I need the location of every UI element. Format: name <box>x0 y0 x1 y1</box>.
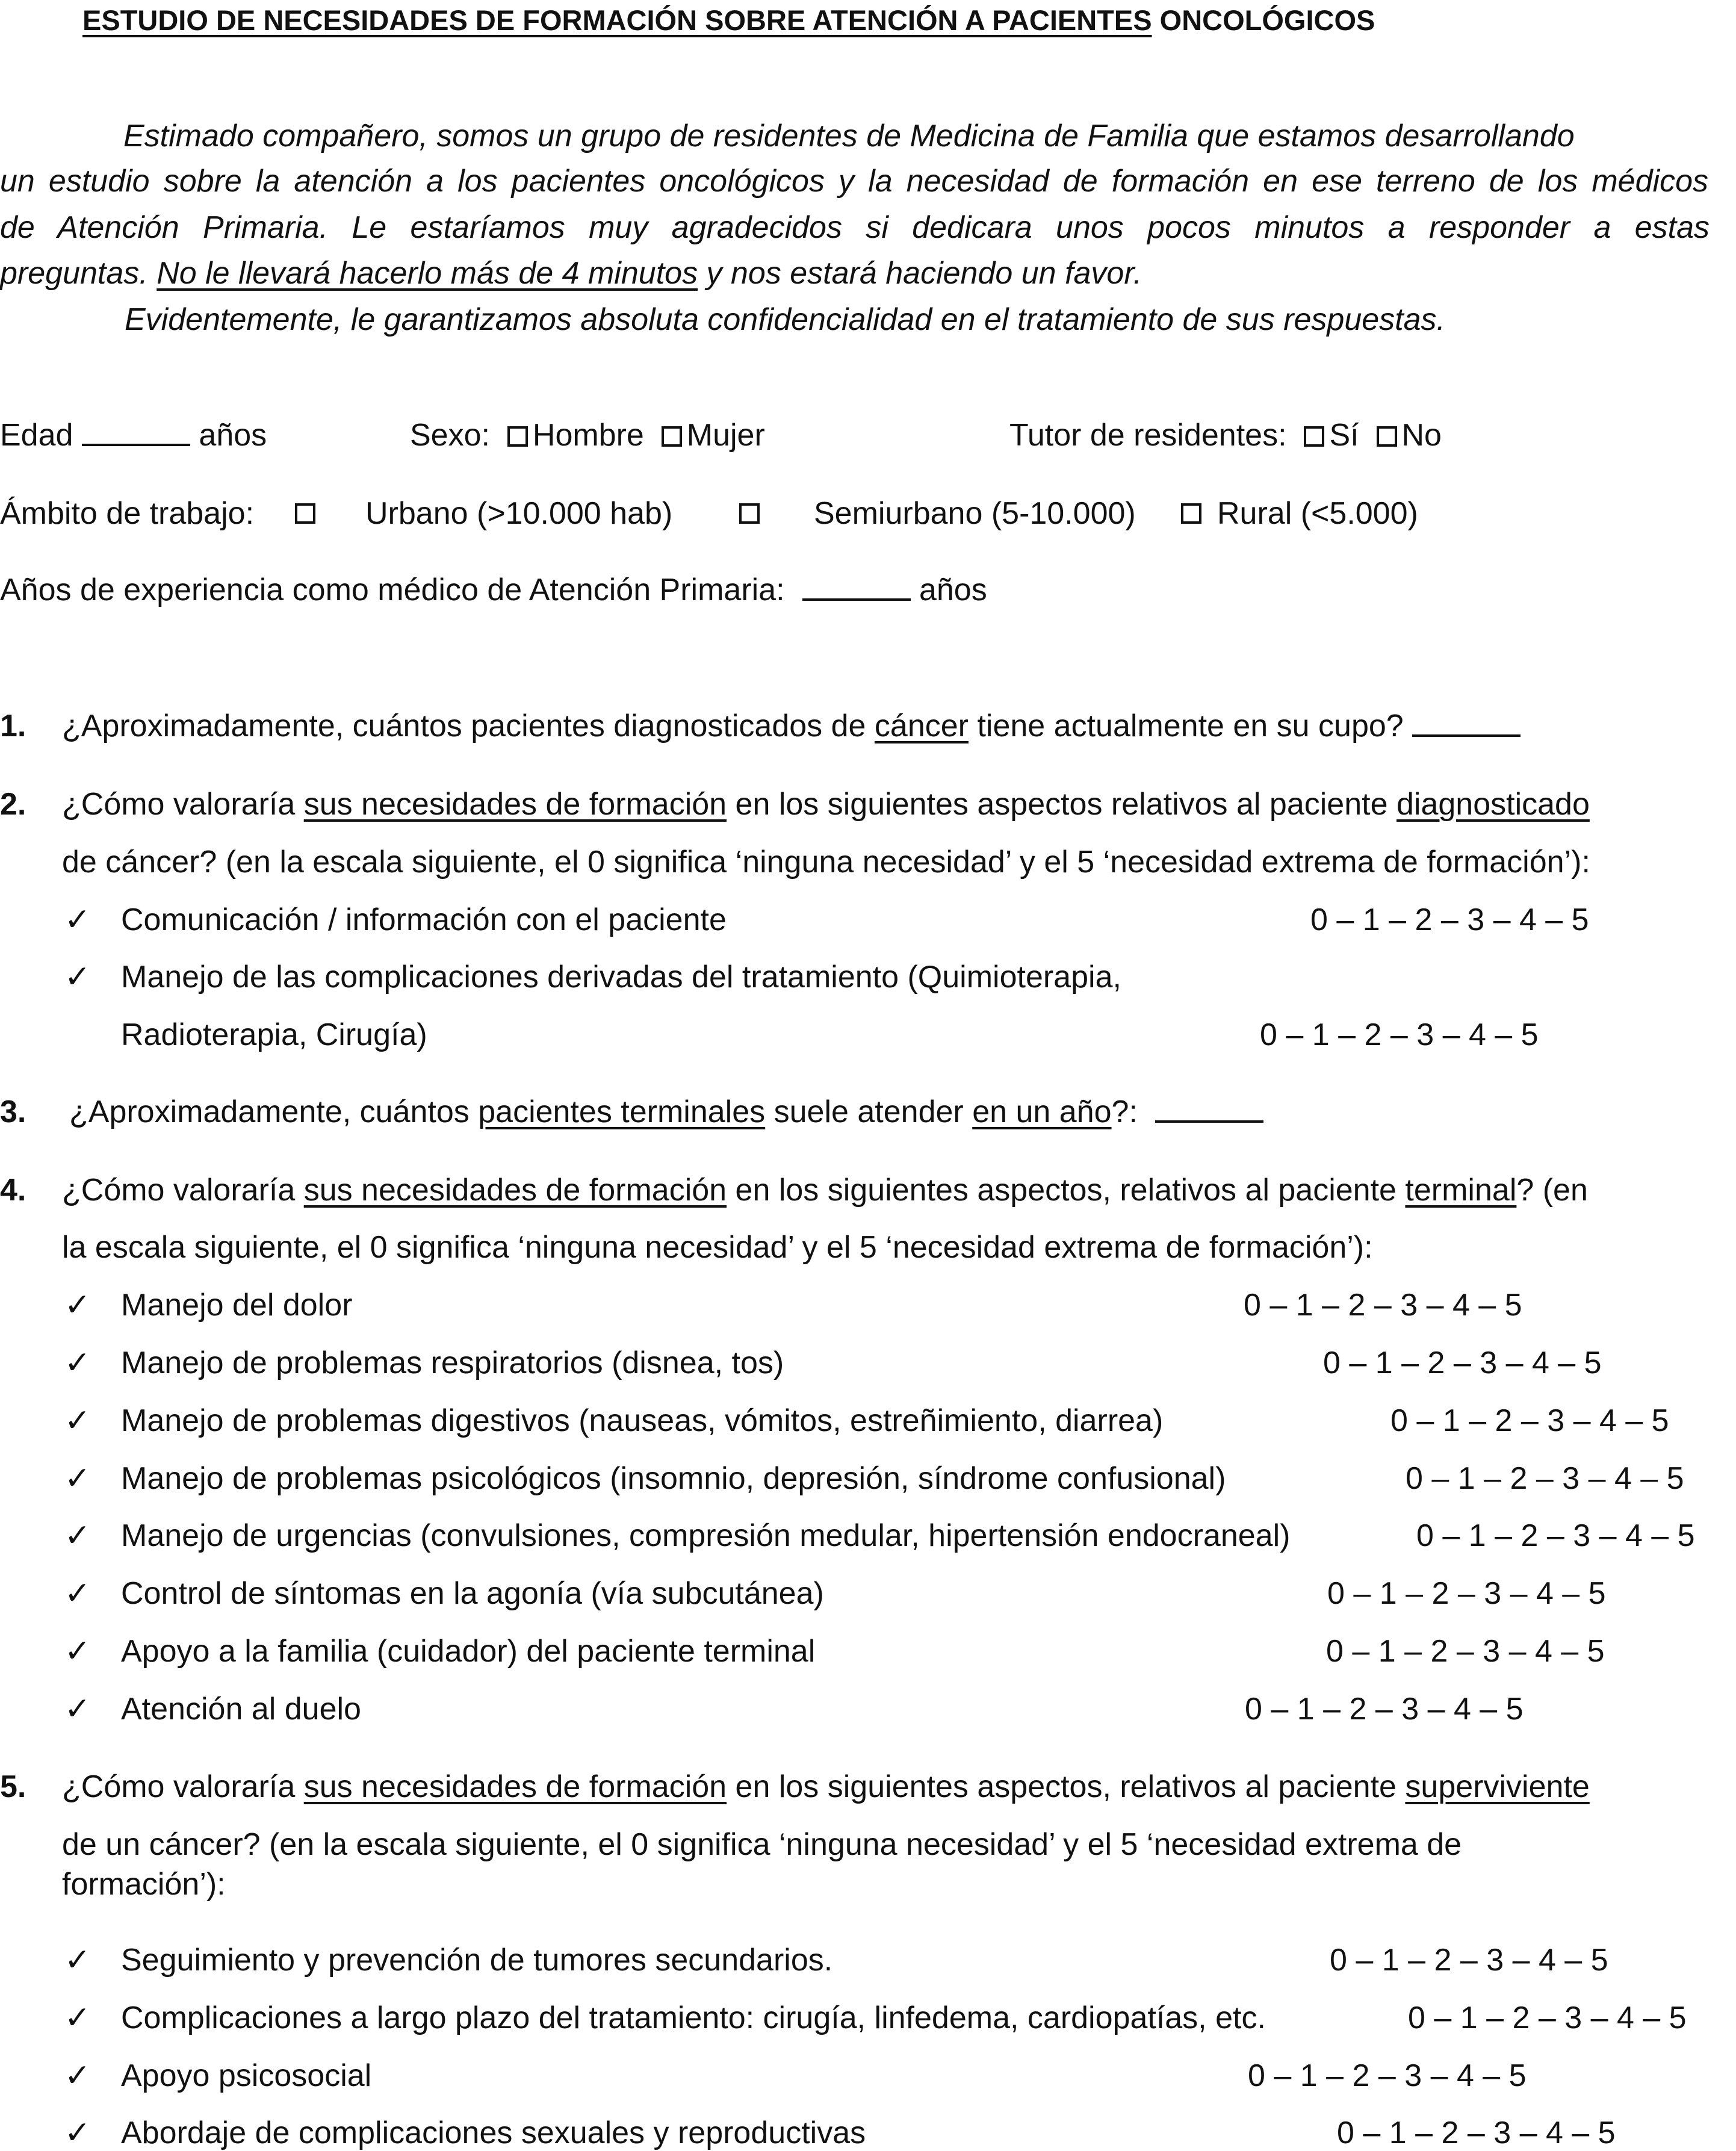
item-label: Manejo de problemas respiratorios (disnea, tos) <box>121 1346 784 1380</box>
rating-scale[interactable]: 0 – 1 – 2 – 3 – 4 – 5 <box>1337 2115 1616 2150</box>
item-label: Manejo de problemas psicológicos (insomnio, depresión, síndrome confusional) <box>121 1461 1226 1496</box>
rating-scale[interactable]: 0 – 1 – 2 – 3 – 4 – 5 <box>1260 1017 1539 1052</box>
rating-scale[interactable]: 0 – 1 – 2 – 3 – 4 – 5 <box>1248 2058 1527 2093</box>
question-number: 5. <box>0 1769 26 1804</box>
label: Sí <box>1329 418 1359 453</box>
intro-line: de Atención Primaria. Le estaríamos muy agradecidos si dedicara unos pocos minutos a responder a estas <box>0 210 1710 245</box>
item-label: Seguimiento y prevención de tumores secundarios. <box>121 1943 833 1978</box>
sex-field <box>410 417 765 453</box>
checkbox-semiurbano[interactable] <box>739 503 760 524</box>
text: en los siguientes aspectos, relativos al paciente <box>727 1769 1406 1804</box>
question-3 <box>69 1094 1263 1130</box>
question-1 <box>62 708 1521 744</box>
check-icon: ✓ <box>64 1576 91 1611</box>
underlined-text: sus necesidades de formación <box>303 1769 727 1804</box>
text: ¿Cómo valoraría <box>62 1173 304 1208</box>
item-label: Comunicación / información con el paciente <box>121 902 727 937</box>
check-icon: ✓ <box>64 960 91 995</box>
check-icon: ✓ <box>64 1634 91 1669</box>
rating-scale[interactable]: 0 – 1 – 2 – 3 – 4 – 5 <box>1406 1461 1684 1496</box>
underlined-text: diagnosticado <box>1396 787 1590 822</box>
tutor-field <box>1009 417 1442 453</box>
item-label: Abordaje de complicaciones sexuales y reproductivas <box>121 2115 866 2150</box>
question-5-line3: formación’): <box>62 1867 226 1902</box>
rating-scale[interactable]: 0 – 1 – 2 – 3 – 4 – 5 <box>1327 1576 1606 1611</box>
rating-scale[interactable]: 0 – 1 – 2 – 3 – 4 – 5 <box>1326 1634 1605 1669</box>
text: preguntas. <box>0 256 157 291</box>
rating-scale[interactable]: 0 – 1 – 2 – 3 – 4 – 5 <box>1244 1288 1522 1323</box>
label: años <box>919 573 987 607</box>
label: Años de experiencia como médico de Atención Primaria: <box>0 573 785 607</box>
check-icon: ✓ <box>64 1518 91 1553</box>
check-icon: ✓ <box>64 902 91 937</box>
question-5 <box>62 1769 1590 1805</box>
checkbox-no[interactable] <box>1377 426 1397 447</box>
rating-scale[interactable]: 0 – 1 – 2 – 3 – 4 – 5 <box>1323 1346 1602 1380</box>
label: No <box>1401 418 1442 453</box>
checkbox-hombre[interactable] <box>507 426 528 447</box>
age-blank[interactable] <box>82 417 190 446</box>
question-number: 2. <box>0 787 26 822</box>
item-label: Manejo del dolor <box>121 1288 353 1323</box>
underlined-text: en un año <box>972 1094 1112 1129</box>
title-underlined: ESTUDIO DE NECESIDADES DE FORMACIÓN SOBRE ATENCIÓN A PACIENTES <box>82 4 1152 36</box>
experience-blank[interactable] <box>802 572 911 601</box>
label: años <box>199 418 267 453</box>
check-icon: ✓ <box>64 1403 91 1438</box>
rating-scale[interactable]: 0 – 1 – 2 – 3 – 4 – 5 <box>1416 1518 1695 1553</box>
text: tiene actualmente en su cupo? <box>969 709 1404 743</box>
text: suele atender <box>765 1094 973 1129</box>
question-2 <box>62 786 1590 822</box>
label: Hombre <box>532 418 644 453</box>
check-icon: ✓ <box>64 1461 91 1496</box>
text: en los siguientes aspectos, relativos al paciente <box>727 1173 1406 1208</box>
checkbox-si[interactable] <box>1304 426 1324 447</box>
question-number: 3. <box>0 1094 26 1129</box>
underlined-text: No le llevará hacerlo más de 4 minutos <box>157 256 698 291</box>
label: Edad <box>0 418 73 453</box>
age-field <box>0 417 267 453</box>
check-icon: ✓ <box>64 1288 91 1323</box>
intro-line: un estudio sobre la atención a los pacientes oncológicos y la necesidad de formación en ese terreno de los médicos <box>0 164 1708 199</box>
text: ¿Cómo valoraría <box>62 787 304 822</box>
underlined-text: sus necesidades de formación <box>303 1173 727 1208</box>
ambito-label: Ámbito de trabajo: <box>0 496 255 531</box>
question-number: 1. <box>0 709 26 743</box>
check-icon: ✓ <box>64 1692 91 1727</box>
question-4 <box>62 1172 1588 1208</box>
experience-field <box>0 572 987 608</box>
item-label: Apoyo psicosocial <box>121 2058 372 2093</box>
intro-line: Evidentemente, le garantizamos absoluta confidencialidad en el tratamiento de sus respuestas. <box>125 302 1445 337</box>
answer-blank[interactable] <box>1155 1094 1263 1123</box>
title-rest: ONCOLÓGICOS <box>1152 4 1375 36</box>
question-4-line2: la escala siguiente, el 0 significa ‘ninguna necesidad’ y el 5 ‘necesidad extrema de formación’): <box>62 1230 1373 1265</box>
text: ¿Aproximadamente, cuántos pacientes diagnosticados de <box>62 709 875 743</box>
item-label: Manejo de urgencias (convulsiones, compresión medular, hipertensión endocraneal) <box>121 1518 1291 1553</box>
question-5-line2: de un cáncer? (en la escala siguiente, el 0 significa ‘ninguna necesidad’ y el 5 ‘necesidad extrema de <box>62 1827 1462 1862</box>
check-icon: ✓ <box>64 2115 91 2150</box>
underlined-text: pacientes terminales <box>478 1094 766 1129</box>
check-icon: ✓ <box>64 2000 91 2035</box>
answer-blank[interactable] <box>1412 708 1521 737</box>
checkbox-rural[interactable] <box>1181 503 1201 524</box>
checkbox-urbano[interactable] <box>295 503 315 524</box>
underlined-text: sus necesidades de formación <box>303 787 727 822</box>
item-label: Manejo de las complicaciones derivadas del tratamiento (Quimioterapia, <box>121 960 1121 995</box>
item-label: Control de síntomas en la agonía (vía subcutánea) <box>121 1576 824 1611</box>
item-label: Atención al duelo <box>121 1692 361 1727</box>
item-label: Complicaciones a largo plazo del tratamiento: cirugía, linfedema, cardiopatías, etc. <box>121 2000 1266 2035</box>
question-number: 4. <box>0 1173 26 1208</box>
underlined-text: superviviente <box>1405 1769 1590 1804</box>
rating-scale[interactable]: 0 – 1 – 2 – 3 – 4 – 5 <box>1408 2000 1687 2035</box>
text: ¿Cómo valoraría <box>62 1769 304 1804</box>
item-label: Manejo de problemas digestivos (nauseas, vómitos, estreñimiento, diarrea) <box>121 1403 1164 1438</box>
text: en los siguientes aspectos relativos al paciente <box>727 787 1397 822</box>
item-label: Apoyo a la familia (cuidador) del paciente terminal <box>121 1634 816 1669</box>
checkbox-mujer[interactable] <box>662 426 682 447</box>
text: ¿Aproximadamente, cuántos <box>69 1094 479 1129</box>
item-label: Radioterapia, Cirugía) <box>121 1017 427 1052</box>
text: ?: <box>1111 1094 1138 1129</box>
label: Mujer <box>686 418 765 453</box>
survey-title <box>82 2 1375 39</box>
rating-scale[interactable]: 0 – 1 – 2 – 3 – 4 – 5 <box>1310 902 1589 937</box>
check-icon: ✓ <box>64 1943 91 1978</box>
label: Tutor de residentes: <box>1009 418 1287 453</box>
semiurbano-label: Semiurbano (5-10.000) <box>814 496 1136 531</box>
rating-scale[interactable]: 0 – 1 – 2 – 3 – 4 – 5 <box>1390 1403 1669 1438</box>
intro-line: Estimado compañero, somos un grupo de residentes de Medicina de Familia que estamos desarrollando <box>123 119 1575 154</box>
text: y nos estará haciendo un favor. <box>698 256 1142 291</box>
check-icon: ✓ <box>64 1346 91 1380</box>
urbano-label: Urbano (>10.000 hab) <box>365 496 673 531</box>
question-2-line2: de cáncer? (en la escala siguiente, el 0 significa ‘ninguna necesidad’ y el 5 ‘necesidad extrema de formación’): <box>62 845 1590 880</box>
rating-scale[interactable]: 0 – 1 – 2 – 3 – 4 – 5 <box>1245 1692 1524 1727</box>
rating-scale[interactable]: 0 – 1 – 2 – 3 – 4 – 5 <box>1330 1943 1608 1978</box>
underlined-text: cáncer <box>874 709 969 743</box>
check-icon: ✓ <box>64 2058 91 2093</box>
rural-label: Rural (<5.000) <box>1217 496 1418 531</box>
underlined-text: terminal <box>1405 1173 1517 1208</box>
intro-line <box>0 255 1142 291</box>
label: Sexo: <box>410 418 490 453</box>
text: ? (en <box>1516 1173 1588 1208</box>
